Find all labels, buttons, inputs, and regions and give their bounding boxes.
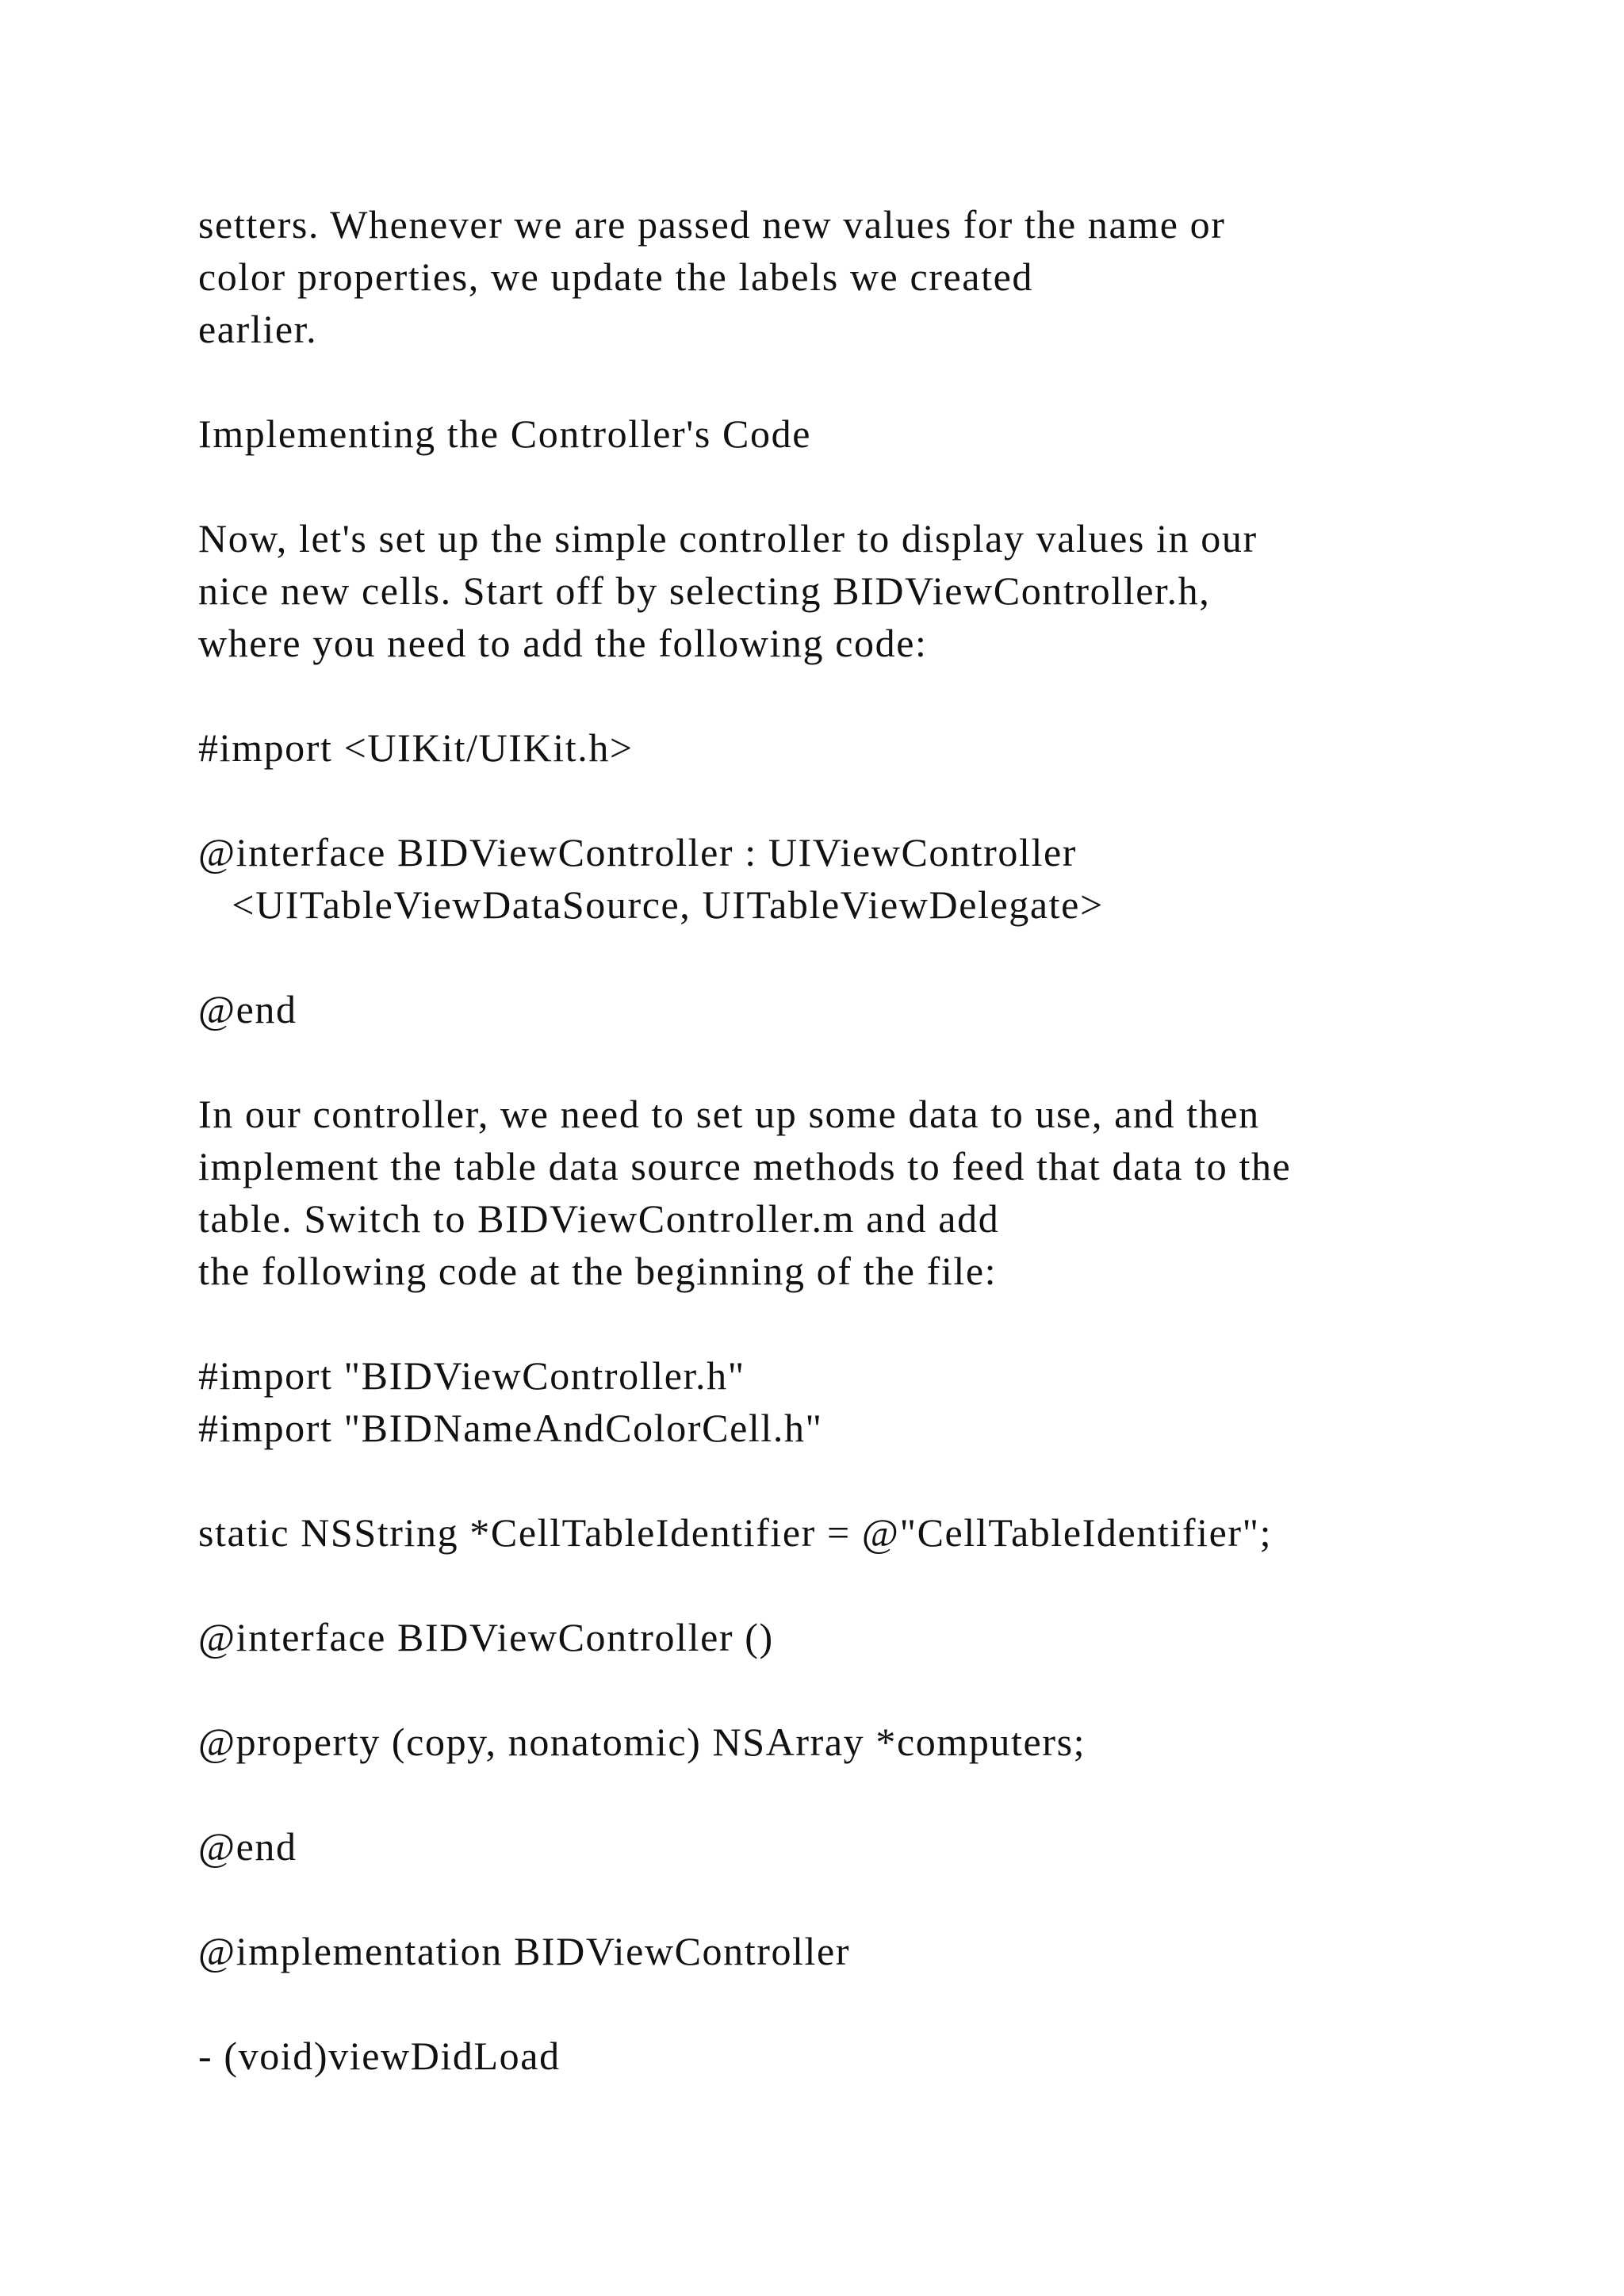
text-line: color properties, we update the labels we created bbox=[198, 254, 1033, 299]
section-heading: Implementing the Controller's Code bbox=[198, 411, 812, 456]
code-line: @end bbox=[198, 1824, 297, 1869]
code-line: #import <UIKit/UIKit.h> bbox=[198, 725, 634, 770]
text-line: setters. Whenever we are passed new values for the name or bbox=[198, 202, 1226, 247]
blank-line bbox=[198, 931, 1594, 983]
code-line: @property (copy, nonatomic) NSArray *computers; bbox=[198, 1720, 1086, 1764]
code-line: - (void)viewDidLoad bbox=[198, 2034, 561, 2078]
code-line: @interface BIDViewController () bbox=[198, 1615, 774, 1659]
text-line: earlier. bbox=[198, 307, 318, 351]
blank-line bbox=[198, 1977, 1594, 2030]
text-line: where you need to add the following code: bbox=[198, 621, 928, 665]
blank-line bbox=[198, 1663, 1594, 1716]
document-body bbox=[198, 198, 1594, 2082]
code-line: #import "BIDViewController.h" bbox=[198, 1353, 745, 1398]
code-line: @implementation BIDViewController bbox=[198, 1929, 851, 1973]
blank-line bbox=[198, 460, 1594, 512]
blank-line bbox=[198, 1873, 1594, 1925]
text-line: the following code at the beginning of the file: bbox=[198, 1249, 998, 1293]
blank-line bbox=[198, 355, 1594, 408]
code-line: #import "BIDNameAndColorCell.h" bbox=[198, 1406, 823, 1450]
blank-line bbox=[198, 774, 1594, 826]
code-line: @interface BIDViewController : UIViewController bbox=[198, 830, 1077, 874]
text-line: Now, let's set up the simple controller to display values in our bbox=[198, 516, 1258, 561]
blank-line bbox=[198, 1297, 1594, 1349]
code-line: @end bbox=[198, 987, 297, 1031]
text-line: nice new cells. Start off by selecting BIDViewController.h, bbox=[198, 568, 1211, 613]
blank-line bbox=[198, 669, 1594, 721]
text-line: In our controller, we need to set up some data to use, and then bbox=[198, 1092, 1260, 1136]
code-line: <UITableViewDataSource, UITableViewDelegate> bbox=[198, 882, 1104, 927]
blank-line bbox=[198, 1768, 1594, 1820]
text-line: table. Switch to BIDViewController.m and add bbox=[198, 1196, 1000, 1241]
blank-line bbox=[198, 1454, 1594, 1506]
text-line: implement the table data source methods to feed that data to the bbox=[198, 1144, 1292, 1188]
blank-line bbox=[198, 1035, 1594, 1088]
blank-line bbox=[198, 1559, 1594, 1611]
code-line: static NSString *CellTableIdentifier = @"CellTableIdentifier"; bbox=[198, 1510, 1273, 1555]
